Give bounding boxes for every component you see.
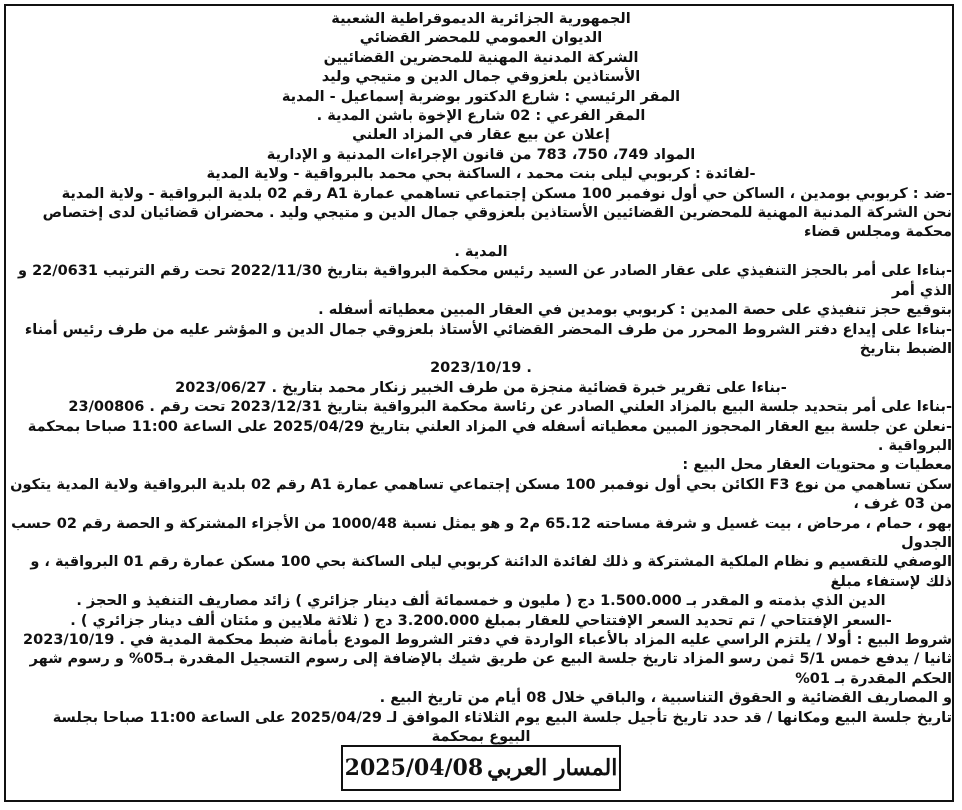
debtor-line: -ضد : كربوبي بومدين ، الساكن حي أول نوفمبر 100 مسكن إجتماعي تساهمي عمارة A1 رقم 02 بلدية البرواقية - ولاية المدية — [61, 185, 952, 202]
legal-notice — [10, 10, 952, 747]
beneficiary-line: -لفائدة : كربوبي ليلى بنت محمد ، الساكنة بحي محمد بالبرواقية - ولاية المدية — [206, 166, 756, 183]
header-line-company: الشركة المدنية المهنية للمحضرين القضائيين — [323, 49, 639, 66]
property-heading: معطيات و محتويات العقار محل البيع : — [682, 457, 952, 474]
body-line: -بناءا على إيداع دفتر الشروط المحرر من طرف المحضر القضائي الأستاذ بلعزوقي جمال الدين و المؤشر عليه من طرف رئيس أمناء الضبط بتاريخ — [24, 321, 952, 357]
sale-session-line: -نعلن عن جلسة بيع العقار المحجوز المبين معطياته أسفله في المزاد العلني بتاريخ 2025/04/29 على الساعة 11:00 صباحا بمحكمة البرواقية . — [27, 418, 952, 454]
header-line-office: الديوان العمومي للمحضر القضائي — [359, 30, 603, 47]
sale-date-place: تاريخ جلسة البيع ومكانها / قد حدد تاريخ تأجيل جلسة البيع يوم الثلاثاء الموافق لـ 2025/04/29 على الساعة 11:00 صباحا بجلسة — [52, 709, 952, 726]
property-description: الوصفي للتقسيم و نظام الملكية المشتركة و ذلك لفائدة الدائنة كربوبي ليلى الساكنة بحي 100 مسكن عمارة رقم 01 البرواقية ، و ذلك لإستفاء مبلغ — [30, 554, 952, 590]
publication-date: 2025/04/08 — [344, 755, 484, 781]
body-line: المدية . — [454, 243, 508, 260]
sale-conditions: شروط البيع : أولا / يلتزم الراسي عليه المزاد بالأعباء الواردة في دفتر الشروط المودع بأمانة ضبط محكمة المدية في . 2023/10/19 — [23, 632, 952, 648]
header-line-country: الجمهورية الجزائرية الديموقراطية الشعبية — [331, 11, 631, 27]
body-line: -بناءا على أمر بالحجز التنفيذي على عقار الصادر عن السيد رئيس محكمة البرواقية بتاريخ 2022/11/30 تحت رقم الترتيب 22/0631 و الذي أمر — [18, 263, 952, 299]
sale-conditions: و المصاريف القضائية و الحقوق التناسبية ، والباقي خلال 08 أيام من تاريخ البيع . — [379, 690, 952, 707]
property-description: بهو ، حمام ، مرحاض ، بيت غسيل و شرفة مساحته 65.12 م2 و هو يمثل نسبة 1000/48 من الأجزاء المشتركة و الحصة رقم 02 حسب الجدول — [11, 515, 952, 551]
opening-price: -السعر الإفتتاحي / تم تحديد السعر الإفتتاحي للعقار بمبلغ 3.200.000 دج ( ثلاثة ملايين و مئتان ألف دينار جزائري ) . — [70, 612, 892, 629]
body-line: . 2023/10/19 — [430, 360, 532, 377]
notice-header — [10, 10, 952, 185]
body-line: -بناءا على تقرير خبرة قضائية منجزة من طرف الخبير زنكار محمد بتاريخ . 2023/06/27 — [175, 379, 787, 396]
notice-text — [10, 185, 952, 748]
property-description: سكن تساهمي من نوع F3 الكائن بحي أول نوفمبر 100 مسكن إجتماعي تساهمي عمارة A1 رقم 02 بلدية البرواقية ولاية المدية يتكون من 03 غرف ، — [10, 476, 952, 513]
notice-title: إعلان عن بيع عقار في المزاد العلني — [352, 127, 610, 144]
header-line-branch-office: المقر الفرعي : 02 شارع الإخوة باشن المدية . — [316, 108, 646, 125]
property-description: الدين الذي بذمته و المقدر بـ 1.500.000 دج ( مليون و خمسمائة ألف دينار جزائري ) زائد مصاريف التنفيذ و الحجز . — [76, 593, 886, 610]
header-line-bailiffs: الأستاذين بلعزوقي جمال الدين و متيجي وليد — [321, 69, 641, 86]
body-line: بتوقيع حجز تنفيذي على حصة المدين : كربوبي بومدين في العقار المبين معطياته أسفله . — [318, 302, 952, 319]
sale-date-place: البيوع بمحكمة — [431, 729, 531, 746]
body-line: -بناءا على أمر بتحديد جلسة البيع بالمزاد العلني الصادر عن رئاسة محكمة البرواقية بتاريخ 2023/12/31 تحت رقم . 23/00806 — [68, 399, 952, 416]
sale-conditions: ثانيا / يدفع خمس 5/1 ثمن رسو المزاد تاريخ جلسة البيع عن طريق شيك بالإضافة إلى رسوم التسجيل المقدرة بـ05% و رسوم شهر الحكم المقدرة بـ 01% — [29, 651, 952, 687]
publication-stamp — [341, 745, 621, 791]
legal-articles: المواد 749، 750، 783 من قانون الإجراءات المدنية و الإدارية — [266, 146, 696, 163]
header-line-main-office: المقر الرئيسي : شارع الدكتور بوضربة إسماعيل - المدية — [281, 88, 681, 105]
publication-name: المسار العربي — [487, 755, 618, 781]
body-line: نحن الشركة المدنية المهنية للمحضرين القضائيين الأستاذين بلعزوقي جمال الدين و متيجي وليد . محضران قضائيان لدى إختصاص محكمة ومجلس قضاء — [42, 205, 952, 241]
